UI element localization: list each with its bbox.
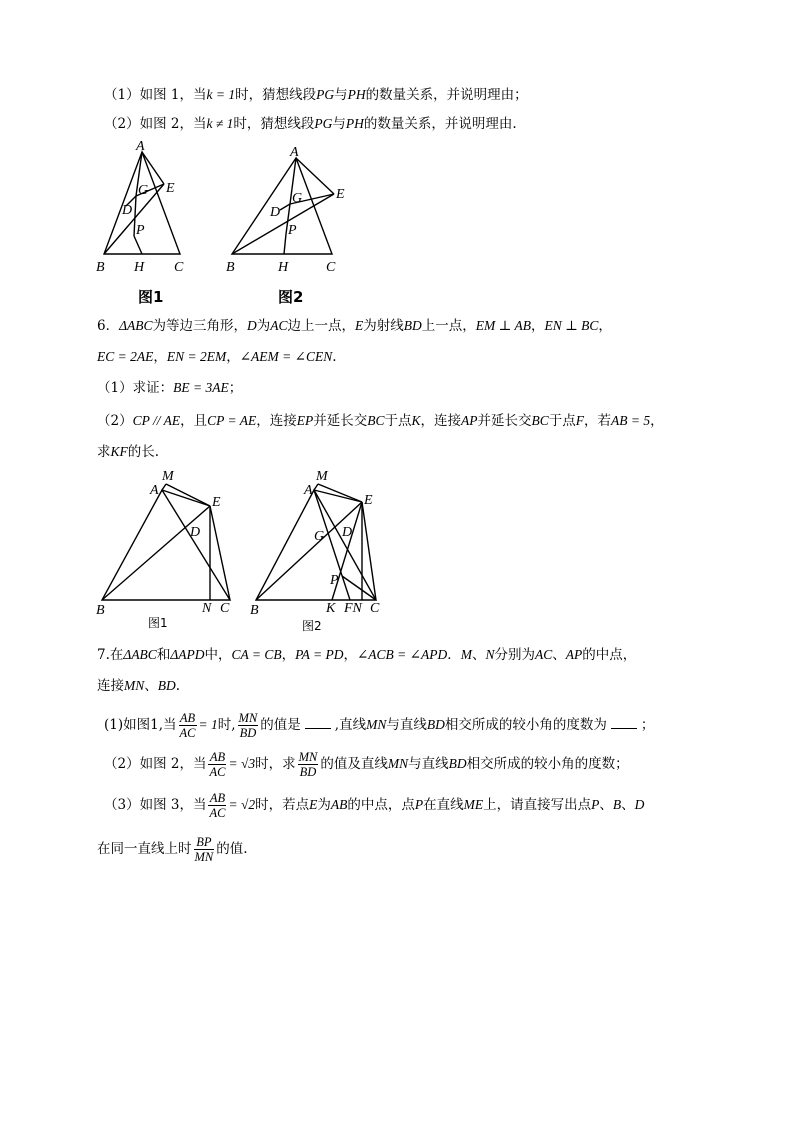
math: AB bbox=[330, 797, 348, 812]
denominator: AC bbox=[209, 806, 226, 820]
segment-am bbox=[314, 484, 318, 490]
text: ， bbox=[281, 647, 296, 663]
q5-part2 bbox=[104, 115, 517, 133]
text: 时，若点 bbox=[255, 797, 310, 813]
math: BC bbox=[531, 413, 549, 428]
math: N bbox=[485, 647, 495, 662]
denominator: BD bbox=[239, 726, 257, 740]
text: 和 bbox=[156, 647, 171, 663]
question-number: 7.在 bbox=[97, 647, 124, 663]
text: 、 bbox=[144, 678, 158, 694]
text: 时，猜想线段 bbox=[235, 87, 317, 103]
math: ME bbox=[463, 797, 484, 812]
math: CP = AE bbox=[207, 413, 257, 428]
label-a: A bbox=[304, 483, 313, 498]
label-e: E bbox=[212, 495, 221, 510]
text: 在直线 bbox=[423, 797, 464, 813]
segment-gd bbox=[280, 204, 290, 210]
label-a: A bbox=[136, 139, 145, 154]
math: BD bbox=[157, 678, 176, 693]
label-h: H bbox=[278, 260, 289, 275]
text: (1)如图1,当 bbox=[104, 717, 177, 733]
text: 求 bbox=[97, 444, 111, 460]
math: ΔABC bbox=[119, 318, 153, 333]
q5-figure-1 bbox=[92, 138, 202, 312]
text: 并延长交 bbox=[313, 413, 368, 429]
math: AC bbox=[270, 318, 288, 333]
fraction bbox=[298, 750, 319, 779]
segment-be bbox=[104, 184, 164, 254]
q6-line3 bbox=[97, 379, 242, 397]
segment-pc bbox=[342, 576, 376, 600]
label-a: A bbox=[150, 483, 159, 498]
fraction bbox=[208, 791, 226, 820]
text: 的数量关系，并说明理由. bbox=[363, 116, 517, 132]
text: （2） bbox=[97, 413, 133, 429]
q6-figure-1 bbox=[92, 466, 242, 640]
math: EM ⊥ AB bbox=[475, 318, 531, 333]
q6-line1 bbox=[97, 317, 612, 335]
math: k ≠ 1 bbox=[206, 116, 234, 131]
q7-line3 bbox=[104, 708, 654, 742]
caption: 图1 bbox=[138, 288, 164, 306]
text: （2）如图 2，当 bbox=[104, 756, 207, 772]
text: 时，求 bbox=[255, 756, 296, 772]
text: 与 bbox=[332, 116, 346, 132]
denominator: BD bbox=[299, 765, 317, 779]
text: 的数量关系，并说明理由； bbox=[365, 87, 528, 103]
text: ,直线 bbox=[334, 717, 367, 733]
text: 时, bbox=[217, 717, 236, 733]
math: ∠AEM = ∠CEN bbox=[239, 349, 333, 364]
text: ， bbox=[530, 318, 545, 334]
q7-line1 bbox=[97, 646, 636, 664]
text: 中， bbox=[204, 647, 232, 663]
text: ， bbox=[343, 647, 357, 663]
math: E bbox=[309, 797, 318, 812]
text: ． bbox=[447, 647, 461, 663]
segment-me bbox=[166, 484, 210, 506]
math: MN bbox=[387, 756, 409, 771]
text: ，若 bbox=[584, 413, 612, 429]
segment-be bbox=[232, 194, 334, 254]
fraction bbox=[208, 750, 226, 779]
math: MN bbox=[124, 678, 145, 693]
label-b: B bbox=[226, 260, 235, 275]
math: ∠ACB = ∠APD bbox=[356, 647, 448, 662]
math: CP // AE bbox=[132, 413, 181, 428]
math: ΔAPD bbox=[170, 647, 205, 662]
text: 边上一点， bbox=[287, 318, 356, 334]
text: 的中点，点 bbox=[347, 797, 415, 813]
label-d: D bbox=[122, 203, 133, 218]
math: = √3 bbox=[228, 756, 256, 771]
caption: 图2 bbox=[278, 288, 304, 306]
text: 为 bbox=[256, 318, 271, 334]
text: 的中点， bbox=[582, 647, 637, 663]
text: （1）求证： bbox=[97, 380, 174, 396]
label-g: G bbox=[138, 183, 149, 198]
text: 于点 bbox=[548, 413, 576, 429]
label-b: B bbox=[96, 260, 105, 275]
label-e: E bbox=[336, 187, 345, 202]
text: ，且 bbox=[180, 413, 208, 429]
label-c: C bbox=[326, 260, 336, 275]
math: F bbox=[575, 413, 585, 428]
segment-ec bbox=[362, 502, 376, 600]
math: PG bbox=[316, 87, 335, 102]
math: BC bbox=[367, 413, 385, 428]
label-p: P bbox=[330, 573, 339, 588]
text: 与直线 bbox=[408, 756, 449, 772]
text: ； bbox=[640, 717, 655, 733]
label-m: M bbox=[162, 469, 174, 484]
math: = 1 bbox=[198, 717, 218, 732]
answer-blank[interactable] bbox=[611, 716, 637, 729]
text: 、 bbox=[621, 797, 635, 813]
math: BD bbox=[403, 318, 422, 333]
q7-line6 bbox=[97, 832, 248, 866]
math: E bbox=[355, 318, 364, 333]
text: （2）如图 2，当 bbox=[104, 116, 207, 132]
label-d: D bbox=[342, 525, 353, 540]
math: PH bbox=[345, 116, 364, 131]
math: BD bbox=[448, 756, 467, 771]
text: 与直线 bbox=[386, 717, 427, 733]
text: ，连接 bbox=[256, 413, 297, 429]
label-c: C bbox=[370, 601, 380, 616]
fraction bbox=[238, 711, 259, 740]
text: 为等边三角形， bbox=[152, 318, 248, 334]
text: 上，请直接写出点 bbox=[483, 797, 592, 813]
text: （3）如图 3，当 bbox=[104, 797, 207, 813]
label-fn: FN bbox=[344, 601, 362, 616]
text: 连接 bbox=[97, 678, 124, 694]
q5-part1 bbox=[104, 86, 528, 104]
segment-am bbox=[162, 484, 166, 490]
segment-ph bbox=[284, 234, 286, 254]
label-k: K bbox=[326, 601, 336, 616]
numerator: BP bbox=[194, 835, 215, 850]
numerator: AB bbox=[179, 711, 196, 725]
math: AB = 5 bbox=[611, 413, 651, 428]
math: D bbox=[634, 797, 645, 812]
text: 为 bbox=[317, 797, 331, 813]
label-e: E bbox=[364, 493, 373, 508]
fraction bbox=[179, 711, 197, 740]
math: PG bbox=[314, 116, 333, 131]
q6-line4 bbox=[97, 412, 664, 430]
text: 的值及直线 bbox=[320, 756, 388, 772]
label-e: E bbox=[166, 181, 175, 196]
math: EN = 2EM bbox=[166, 349, 227, 364]
math: AP bbox=[565, 647, 583, 662]
denominator: AC bbox=[179, 726, 196, 740]
math: CA = CB bbox=[231, 647, 282, 662]
numerator: AB bbox=[209, 791, 226, 805]
text: 并延长交 bbox=[477, 413, 532, 429]
fraction bbox=[194, 835, 215, 864]
text: 相交所成的较小角的度数； bbox=[466, 756, 629, 772]
label-p: P bbox=[288, 223, 297, 238]
math: = √2 bbox=[228, 797, 256, 812]
text: ， bbox=[153, 349, 167, 365]
math: k = 1 bbox=[206, 87, 236, 102]
text: 在同一直线上时 bbox=[97, 841, 192, 857]
numerator: MN bbox=[238, 711, 258, 725]
label-g: G bbox=[314, 529, 325, 544]
math: AC bbox=[534, 647, 553, 662]
q6-figure-2 bbox=[246, 466, 396, 640]
text: 时，猜想线段 bbox=[233, 116, 315, 132]
segment-ae bbox=[162, 490, 210, 506]
text: 于点 bbox=[384, 413, 412, 429]
triangle-abc bbox=[232, 158, 332, 254]
text: 的长. bbox=[127, 444, 160, 460]
denominator: MN bbox=[194, 850, 214, 864]
text: . bbox=[332, 349, 337, 365]
text: ， bbox=[598, 318, 612, 334]
question-number: 6． bbox=[97, 318, 120, 334]
math: P bbox=[414, 797, 424, 812]
segment-be bbox=[102, 506, 210, 600]
label-n: N bbox=[202, 601, 212, 616]
text: 、 bbox=[471, 647, 486, 663]
denominator: AC bbox=[209, 765, 226, 779]
text: . bbox=[175, 678, 181, 694]
label-p: P bbox=[136, 223, 145, 238]
label-d: D bbox=[190, 525, 201, 540]
math: PA = PD bbox=[295, 647, 344, 662]
label-b: B bbox=[250, 603, 259, 618]
text: ； bbox=[228, 380, 243, 396]
math: ΔABC bbox=[123, 647, 157, 662]
text: 为射线 bbox=[363, 318, 404, 334]
q7-line5 bbox=[104, 788, 644, 822]
caption: 图1 bbox=[148, 616, 168, 630]
segment-ae bbox=[142, 152, 164, 184]
text: 的值是 bbox=[260, 717, 301, 733]
text: 与 bbox=[334, 87, 348, 103]
math: BD bbox=[426, 717, 445, 732]
segment-ae bbox=[296, 158, 334, 194]
numerator: AB bbox=[209, 750, 226, 764]
math: EN ⊥ BC bbox=[544, 318, 599, 333]
q7-line4 bbox=[104, 747, 629, 781]
segment-ph bbox=[134, 236, 142, 254]
label-c: C bbox=[220, 601, 230, 616]
segment-be bbox=[256, 502, 362, 600]
math: B bbox=[612, 797, 622, 812]
label-h: H bbox=[134, 260, 145, 275]
label-g: G bbox=[292, 191, 303, 206]
text: 相交所成的较小角的度数为 bbox=[444, 717, 607, 733]
label-a: A bbox=[290, 145, 299, 160]
math: BE = 3AE bbox=[173, 380, 229, 395]
math: K bbox=[411, 413, 421, 428]
math: EP bbox=[296, 413, 314, 428]
caption: 图2 bbox=[302, 619, 322, 633]
q6-line5 bbox=[97, 443, 159, 461]
text: 上一点， bbox=[421, 318, 476, 334]
label-b: B bbox=[96, 603, 105, 618]
text: （1）如图 1，当 bbox=[104, 87, 207, 103]
text: 、 bbox=[552, 647, 566, 663]
label-m: M bbox=[316, 469, 328, 484]
math: MN bbox=[366, 717, 387, 732]
text: 分别为 bbox=[494, 647, 535, 663]
math: PH bbox=[347, 87, 366, 102]
answer-blank[interactable] bbox=[305, 716, 331, 729]
math: P bbox=[591, 797, 600, 812]
math: M bbox=[460, 647, 472, 662]
text: 的值. bbox=[216, 841, 248, 857]
segment-ec bbox=[210, 506, 230, 600]
label-c: C bbox=[174, 260, 184, 275]
math: EC = 2AE bbox=[97, 349, 154, 364]
math: AP bbox=[461, 413, 478, 428]
text: 、 bbox=[599, 797, 613, 813]
text: ， bbox=[226, 349, 240, 365]
math: D bbox=[247, 318, 257, 333]
q5-figure-2 bbox=[220, 138, 360, 312]
label-d: D bbox=[270, 205, 281, 220]
math: KF bbox=[110, 444, 128, 459]
text: ，连接 bbox=[420, 413, 462, 429]
q7-line2 bbox=[97, 677, 180, 695]
text: ， bbox=[650, 413, 664, 429]
numerator: MN bbox=[298, 750, 318, 764]
triangle-abc bbox=[104, 152, 180, 254]
q6-line2 bbox=[97, 348, 337, 366]
